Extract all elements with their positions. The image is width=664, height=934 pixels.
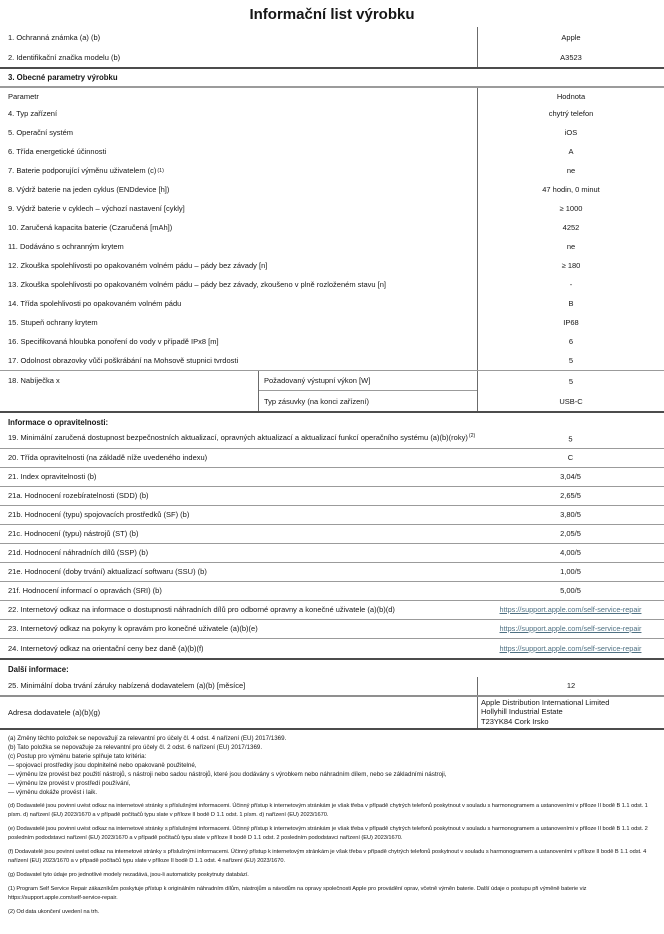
supplier-address	[477, 697, 664, 729]
row-label: 11. Dodáváno s ochranným krytem	[8, 242, 124, 251]
table-row	[0, 313, 664, 332]
row-label: 24. Internetový odkaz na orientační ceny bez daně (a)(b)(f)	[8, 643, 204, 653]
top-table	[0, 27, 664, 67]
section-heading: Informace o opravitelnosti:	[8, 418, 109, 427]
table-row	[0, 677, 664, 695]
table-row	[0, 142, 664, 161]
row-value: 47 hodin, 0 minut	[477, 180, 664, 199]
table-row	[0, 161, 664, 180]
row-label-text: 19. Minimální zaručená dostupnost bezpečnostních aktualizací, opravných aktualizací a aktualizací funkcí operačního systému (a)(b)(roky)	[8, 433, 468, 442]
table-row	[0, 123, 664, 142]
row-label: 21d. Hodnocení náhradních dílů (SSP) (b)	[8, 548, 149, 557]
row-label: 21b. Hodnocení (typu) spojovacích prostředků (SF) (b)	[8, 510, 190, 519]
row-value: A3523	[477, 47, 664, 67]
table-row	[0, 294, 664, 313]
table-row	[0, 332, 664, 351]
row-value: ≥ 1000	[477, 199, 664, 218]
supplier-address-row	[0, 695, 664, 729]
row-label: 15. Stupeň ochrany krytem	[8, 318, 98, 327]
charger-row	[0, 370, 664, 413]
row-label: 13. Zkouška spolehlivosti po opakovaném volném pádu – pády bez závady, zkoušeno v plně rozloženém stavu [n]	[8, 280, 386, 289]
row-value: 3,04/5	[560, 472, 581, 481]
address-line: Apple Distribution International Limited	[481, 697, 610, 707]
row-label: 21f. Hodnocení informací o opravách (SRI) (b)	[8, 586, 162, 595]
section-more-information	[0, 660, 664, 731]
repair-url-link[interactable]: https://support.apple.com/self-service-repair	[499, 624, 642, 633]
sub-row-value: USB-C	[559, 396, 583, 406]
row-value: 5	[477, 351, 664, 370]
footnote: — výměnu lze provést bez použití nástrojů, s nástroji nebo sadou nástrojů, které jsou dodávány s výrobkem nebo náhradním dílem, nebo se základními nástroji,	[8, 771, 447, 779]
table-row	[0, 275, 664, 294]
table-row	[0, 430, 664, 449]
sub-row-value: 5	[568, 376, 574, 386]
row-value: 4252	[477, 218, 664, 237]
row-value: C	[567, 453, 574, 462]
repair-url-link[interactable]: https://support.apple.com/self-service-repair	[499, 643, 642, 653]
table-row	[0, 199, 664, 218]
column-header-row	[0, 88, 664, 104]
row-label: 17. Odolnost obrazovky vůči poškrábání na Mohsově stupnici tvrdosti	[8, 356, 239, 365]
parameter-rows	[0, 104, 664, 370]
row-label: 23. Internetový odkaz na pokyny k opravám pro konečné uživatele (a)(b)(e)	[8, 624, 258, 633]
repair-link-rows	[0, 601, 664, 658]
row-value: Apple	[477, 27, 664, 47]
table-row	[0, 544, 664, 563]
section-general-parameters	[0, 67, 664, 88]
footnote: — výměnu dokáže provést i laik.	[8, 789, 98, 797]
table-row	[0, 582, 664, 601]
row-value: 5	[568, 434, 573, 444]
row-label: 6. Třída energetické účinnosti	[8, 147, 107, 156]
section-repairability	[0, 413, 664, 660]
sub-row-label: Typ zásuvky (na konci zařízení)	[264, 396, 370, 406]
row-value: 2,05/5	[560, 529, 581, 538]
footnote: — výměnu lze provést v prostředí používání,	[8, 780, 131, 788]
row-value: ne	[477, 237, 664, 256]
row-value: A	[477, 142, 664, 161]
row-value: B	[477, 294, 664, 313]
column-header-parameter: Parametr	[8, 91, 39, 101]
row-value: 5,00/5	[560, 586, 581, 595]
section-heading: Další informace:	[8, 664, 69, 674]
footnote: (f) Dodavatelé jsou povinni uvést odkaz na internetové stránky s příslušnými informacemi. Účinný přístup k internetovým stránkám je však třeba v případě chytrých telefonů poskytnout v souladu s harmonogramem a ustanoveními v příloze II bodě B 1.1 odst. 4 nařízení (EU) 2023/1670 a v případě počítačů typu slate v příloze II bodě D 1.1 odst. 4 nařízení (EU) 2023/1670.	[8, 849, 647, 865]
row-value: IP68	[477, 313, 664, 332]
address-line: T23YK84 Cork Irsko	[481, 716, 549, 726]
row-label: 4. Typ zařízení	[8, 109, 58, 118]
row-value: ≥ 180	[477, 256, 664, 275]
table-row	[0, 237, 664, 256]
table-row	[0, 563, 664, 582]
footnote: (1) Program Self Service Repair zákazníkům poskytuje přístup k originálním náhradním dílům, nástrojům a návodům na opravy společnosti Apple pro provádění oprav, včetně výměn baterie. Další údaje o postupu při výměně baterie viz https://support.apple.com/self-service-repair.	[8, 886, 587, 902]
table-row	[0, 27, 664, 47]
row-label: 5. Operační systém	[8, 128, 74, 137]
row-label: 21c. Hodnocení (typu) nástrojů (ST) (b)	[8, 529, 139, 538]
sub-row-label: Požadovaný výstupní výkon [W]	[259, 371, 477, 391]
row-value: chytrý telefon	[477, 104, 664, 123]
repair-url-link[interactable]: https://support.apple.com/self-service-repair	[499, 605, 642, 614]
table-row	[0, 601, 664, 620]
row-label: 7. Baterie podporující výměnu uživatelem (c) (1)	[8, 166, 164, 175]
row-label: 21e. Hodnocení (doby trvání) aktualizací softwaru (SSU) (b)	[8, 567, 207, 576]
footnote: (a) Změny těchto položek se nepovažují za relevantní pro účely čl. 4 odst. 4 nařízení (EU) 2017/1369.	[8, 735, 287, 743]
row-label: 22. Internetový odkaz na informace o dostupnosti náhradních dílů pro odborné opravny a konečné uživatele (a)(b)(d)	[8, 605, 395, 614]
table-row	[0, 639, 664, 658]
footnote: (g) Dodavatel tyto údaje pro jednotlivé modely nezadává, jsou-li automaticky poskytnuty databází.	[8, 872, 249, 879]
table-row	[0, 620, 664, 639]
row-label: 10. Zaručená kapacita baterie (Czaručená [mAh])	[8, 223, 173, 232]
row-value: 6	[477, 332, 664, 351]
row-label: 1. Ochranná známka (a) (b)	[8, 32, 101, 42]
row-value: 2,65/5	[560, 491, 581, 500]
table-row	[0, 506, 664, 525]
row-value: 12	[477, 677, 664, 695]
footnotes-group-a	[0, 734, 664, 797]
footnote: (c) Postup pro výměnu baterie splňuje tato kritéria:	[8, 753, 147, 761]
table-row	[0, 487, 664, 506]
row-label: 12. Zkouška spolehlivosti po opakovaném volném pádu – pády bez závady [n]	[8, 261, 268, 270]
row-value	[477, 644, 664, 653]
row-label: 16. Specifikovaná hloubka ponoření do vody v případě IPx8 [m]	[8, 337, 219, 346]
row-label: 8. Výdrž baterie na jeden cyklus (ENDdevice [h])	[8, 185, 170, 194]
row-value: -	[477, 275, 664, 294]
repairability-rows	[0, 449, 664, 601]
address-line: Hollyhill Industrial Estate	[481, 707, 563, 717]
row-label: 14. Třída spolehlivosti po opakovaném volném pádu	[8, 299, 182, 308]
table-row	[0, 180, 664, 199]
row-label: 9. Výdrž baterie v cyklech – výchozí nastavení [cykly]	[8, 204, 185, 213]
footnote: (b) Tato položka se nepovažuje za relevantní pro účely čl. 2 odst. 6 nařízení (EU) 2017/1369.	[8, 744, 263, 752]
row-label: 20. Třída opravitelnosti (na základě níže uvedeného indexu)	[8, 453, 208, 462]
row-label: 21a. Hodnocení rozebíratelnosti (SDD) (b)	[8, 491, 149, 500]
row-value	[477, 624, 664, 633]
table-row	[0, 218, 664, 237]
charger-subtable-values	[477, 371, 664, 411]
section-heading: 3. Obecné parametry výrobku	[8, 73, 118, 82]
column-header-value: Hodnota	[477, 88, 664, 104]
footnotes-group-b	[0, 802, 664, 917]
superscript-note: (2)	[468, 432, 476, 439]
row-value: 4,00/5	[560, 548, 581, 557]
row-label: 25. Minimální doba trvání záruky nabízená dodavatelem (a)(b) [měsíce]	[8, 681, 246, 690]
row-label: Adresa dodavatele (a)(b)(g)	[8, 707, 101, 717]
row-value: ne	[477, 161, 664, 180]
footnote: (d) Dodavatelé jsou povinni uvést odkaz na internetové stránky s příslušnými informacemi. Účinný přístup k internetovým stránkám je však třeba v případě chytrých telefonů poskytnout v souladu s harmonogramem a ustanoveními v příloze II bodě B 1.1 odst. 1 písm. d) nařízení (EU) 2023/1670 a v případě počítačů typu slate v příloze II bodě D 1.1 odst. 1 písm. d) nařízení (EU) 2023/1670.	[8, 803, 648, 819]
footnote: (e) Dodavatelé jsou povinni uvést odkaz na internetové stránky s příslušnými informacemi. Účinný přístup k internetovým stránkám je však třeba v případě chytrých telefonů poskytnout v souladu s harmonogramem a ustanoveními v příloze II bodě B 1.1 odst. 2 posledním pododstavci nařízení (EU) 2023/1670 a v případě počítačů typu slate v příloze II bodě D 1.1 odst. 2 posledním pododstavci nařízení (EU) 2023/1670.	[8, 826, 648, 842]
row-label: 21. Index opravitelnosti (b)	[8, 472, 97, 481]
row-value	[477, 605, 664, 614]
table-row	[0, 47, 664, 67]
table-row	[0, 449, 664, 468]
footnote: — spojovací prostředky jsou doplnitelné nebo opakovaně použitelné,	[8, 762, 197, 770]
footnotes	[0, 730, 664, 917]
row-label: 2. Identifikační značka modelu (b)	[8, 52, 121, 62]
charger-subtable-labels	[258, 371, 477, 411]
table-row	[0, 525, 664, 544]
row-value: 3,80/5	[560, 510, 581, 519]
page-title: Informační list výrobku	[249, 6, 415, 23]
table-row	[0, 104, 664, 123]
row-value: 1,00/5	[560, 567, 581, 576]
table-row	[0, 468, 664, 487]
table-row	[0, 351, 664, 370]
table-row	[0, 256, 664, 275]
footnote: (2) Od data ukončení uvedení na trh.	[8, 909, 100, 916]
row-label	[8, 433, 513, 444]
row-value: iOS	[477, 123, 664, 142]
row-label: 18. Nabíječka x	[8, 376, 60, 385]
